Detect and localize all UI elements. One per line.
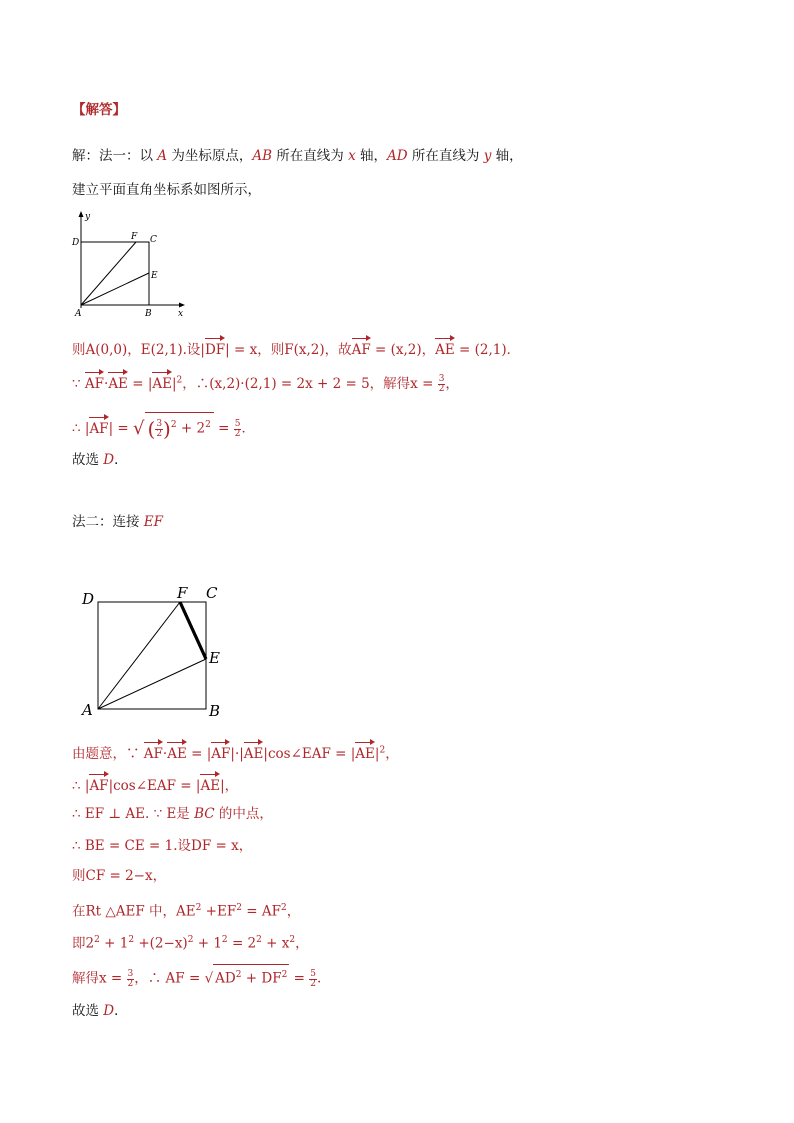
- text: 故选: [72, 1003, 104, 1019]
- method2-line6: [72, 898, 300, 922]
- exponent: 2: [187, 935, 194, 945]
- text: 所在直线为: [272, 148, 349, 164]
- label-B: B: [145, 309, 152, 319]
- var-x: x: [348, 148, 356, 164]
- denominator: 2: [127, 978, 134, 989]
- text: |: [171, 376, 177, 392]
- text: = (2,1)．: [454, 342, 521, 358]
- text: 为坐标原点，: [167, 148, 253, 164]
- exponent: 2: [236, 903, 242, 913]
- text: |·|: [230, 746, 244, 762]
- text: 轴，: [491, 148, 523, 164]
- label-A: A: [75, 309, 82, 319]
- text: .: [316, 970, 322, 987]
- square-ABCD: [81, 242, 149, 305]
- text: ∴ |: [72, 420, 90, 437]
- text: ，: [385, 746, 399, 762]
- text: (: [147, 417, 156, 441]
- label-y: y: [85, 212, 91, 222]
- x-axis-arrow: [179, 303, 185, 308]
- vector-AF: AF: [89, 415, 108, 439]
- text: |cos∠EAF = |: [263, 746, 356, 762]
- text: AD: [215, 970, 236, 987]
- answer-D: D: [103, 1003, 115, 1019]
- text: ，: [286, 903, 301, 920]
- text: 轴，: [355, 148, 388, 164]
- var-EF: EF: [143, 514, 164, 530]
- numerator: 3: [127, 968, 134, 979]
- var-AB: AB: [252, 148, 273, 164]
- sqrt-sign: √: [204, 970, 214, 987]
- method2-title: [72, 512, 163, 532]
- radicand: [213, 964, 289, 989]
- text: | = x，则F(x,2)，故: [225, 342, 352, 358]
- text: ·: [162, 746, 168, 762]
- text: = (x,2)，: [370, 342, 436, 358]
- label-D: D: [82, 590, 95, 608]
- method2-line4: ∴ BE = CE = 1.设DF = x，: [72, 838, 253, 854]
- text: | =: [108, 420, 134, 437]
- method1-intro: [72, 146, 523, 166]
- segment-AF: [98, 602, 180, 709]
- vector-AF: AF: [352, 336, 371, 360]
- vector-AE: AE: [244, 740, 264, 764]
- text: |: [374, 746, 380, 762]
- method2-line2: [72, 772, 238, 796]
- text: + x: [261, 935, 290, 952]
- coordinate-figure: [70, 208, 190, 320]
- vector-AF: AF: [85, 370, 104, 394]
- denominator: 2: [156, 428, 163, 439]
- method2-line1: [72, 740, 399, 764]
- vector-AE: AE: [435, 336, 455, 360]
- label-x: x: [178, 309, 184, 319]
- radicand: [145, 412, 214, 439]
- method1-line5: [72, 412, 255, 439]
- text: ∴ EF ⊥ AE. ∵ E是: [72, 806, 195, 822]
- exponent: 2: [205, 420, 211, 430]
- denominator: 2: [438, 384, 445, 394]
- text: 由题意，∵: [72, 746, 144, 762]
- text: = |: [127, 376, 153, 392]
- method1-answer: [72, 450, 128, 470]
- method1-line4: [72, 370, 459, 394]
- text: 法二：连接: [72, 514, 144, 530]
- answer-D: D: [103, 452, 115, 468]
- label-F: F: [177, 584, 188, 602]
- text: 所在直线为: [407, 148, 484, 164]
- exponent: 2: [379, 745, 386, 756]
- vector-AE: AE: [152, 370, 172, 394]
- answer-header-label: 【解答】: [72, 102, 126, 118]
- label-E: E: [151, 271, 158, 281]
- vector-AE: AE: [167, 740, 187, 764]
- label-C: C: [206, 584, 218, 602]
- text: |cos∠EAF = |: [108, 778, 201, 794]
- text: ．: [114, 452, 128, 468]
- method1-intro2: 建立平面直角坐标系如图所示，: [72, 182, 261, 198]
- square-figure: [78, 582, 228, 722]
- exponent: 2: [281, 970, 288, 980]
- exponent: 2: [235, 970, 242, 980]
- exponent: 2: [256, 935, 262, 945]
- text: 解得x =: [72, 970, 127, 987]
- exponent: 2: [94, 935, 100, 945]
- var-A: A: [157, 148, 168, 164]
- segment-EF: [180, 602, 206, 659]
- text: =: [213, 420, 234, 437]
- numerator: 5: [310, 968, 316, 979]
- segment-AE: [81, 273, 149, 305]
- text: =: [289, 970, 310, 987]
- numerator: 5: [234, 418, 241, 429]
- exponent: 2: [170, 420, 177, 430]
- text: ，∴ AF =: [134, 970, 205, 987]
- denominator: 2: [310, 978, 316, 989]
- text: + 2: [176, 420, 206, 437]
- text: ∵: [72, 376, 85, 392]
- exponent: 2: [221, 935, 228, 945]
- text: ): [163, 417, 171, 441]
- method2-line8: [72, 964, 321, 989]
- text: 则A(0,0)，E(2,1).设|: [72, 342, 205, 358]
- y-axis-arrow: [79, 211, 84, 217]
- vector-DF: DF: [205, 336, 225, 360]
- segment-AF: [81, 242, 136, 305]
- var-BC: BC: [194, 806, 215, 822]
- var-AD: AD: [387, 148, 408, 164]
- vector-AF: AF: [144, 740, 163, 764]
- method2-line7: [72, 930, 309, 954]
- method2-line5: 则CF = 2−x，: [72, 868, 167, 884]
- method2-answer: [72, 1001, 128, 1021]
- label-E: E: [209, 649, 220, 667]
- vector-AE: AE: [200, 772, 220, 796]
- text: 的中点，: [214, 806, 273, 822]
- text: 故选: [72, 452, 104, 468]
- fraction: [155, 420, 163, 439]
- text: |，: [220, 778, 239, 794]
- text: ，∴(x,2)·(2,1) = 2x + 2 = 5，解得x =: [182, 376, 438, 392]
- text: + 1: [193, 935, 222, 952]
- method2-line3: [72, 804, 273, 824]
- exponent: 2: [128, 935, 135, 945]
- text: = |: [186, 746, 212, 762]
- text: ，: [295, 935, 309, 952]
- text: 即2: [72, 935, 95, 952]
- label-C: C: [150, 235, 157, 245]
- label-D: D: [72, 238, 80, 248]
- text: ·: [104, 376, 109, 392]
- exponent: 2: [280, 903, 287, 913]
- exponent: 2: [176, 375, 183, 386]
- numerator: 3: [156, 418, 163, 429]
- text: +(2−x): [134, 935, 188, 952]
- vector-AE: AE: [355, 740, 375, 764]
- text: + DF: [241, 970, 282, 987]
- text: 在Rt △AEF 中，AE: [72, 903, 196, 920]
- text: = AF: [241, 903, 281, 920]
- label-A: A: [82, 701, 93, 719]
- square-ABCD: [98, 602, 206, 709]
- exponent: 2: [289, 935, 296, 945]
- sqrt-sign: √: [133, 418, 145, 439]
- denominator: 2: [234, 428, 241, 439]
- vector-AE: AE: [108, 370, 128, 394]
- label-B: B: [209, 702, 221, 720]
- numerator: 3: [438, 374, 445, 384]
- text: ∴ |: [72, 778, 90, 794]
- segment-AE: [98, 659, 206, 709]
- method1-line3: [72, 336, 520, 360]
- vector-AF: AF: [89, 772, 108, 796]
- vector-AF: AF: [211, 740, 230, 764]
- text: = 2: [227, 935, 257, 952]
- fraction: [309, 970, 317, 989]
- text: 解：法一：以: [72, 148, 158, 164]
- var-y: y: [483, 148, 492, 164]
- text: ，: [445, 376, 459, 392]
- text: ．: [114, 1003, 128, 1019]
- text: +EF: [201, 903, 237, 920]
- text: ．: [241, 420, 255, 437]
- exponent: 2: [195, 903, 202, 913]
- label-F: F: [131, 232, 138, 242]
- text: + 1: [99, 935, 129, 952]
- answer-header: [72, 100, 126, 120]
